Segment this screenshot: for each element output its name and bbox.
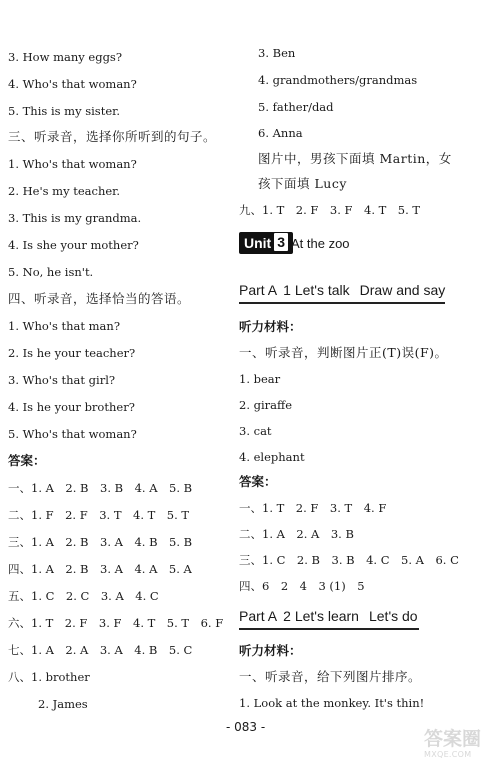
section-heading: 三、听录音，选择你所听到的句子。 [8, 129, 217, 144]
question-line: 5. No, he isn't. [8, 265, 94, 279]
answer-line: 七、1. A 2. A 3. A 4. B 5. C [8, 643, 193, 657]
part-heading [239, 280, 445, 304]
question-line: 5. This is my sister. [8, 104, 121, 118]
question-line: 1. bear [239, 372, 281, 386]
page-number: - 083 - [226, 720, 266, 734]
question-line: 3. This is my grandma. [8, 211, 142, 225]
question-line: 3. cat [239, 424, 272, 438]
part-subtitle: Let's do [368, 608, 418, 624]
answer-line: 一、1. A 2. B 3. B 4. A 5. B [8, 481, 193, 495]
part-title: 1 Let's talk [283, 282, 350, 298]
listening-label: 听力材料： [239, 643, 302, 658]
answer-line: 5. father/dad [258, 100, 334, 114]
question-line: 2. giraffe [239, 398, 292, 412]
answer-line: 一、1. T 2. F 3. T 4. F [239, 501, 387, 515]
part-title: 2 Let's learn [283, 608, 359, 624]
answer-line: 三、1. A 2. B 3. A 4. B 5. B [8, 535, 193, 549]
answer-line: 三、1. C 2. B 3. B 4. C 5. A 6. C [239, 553, 459, 567]
question-line: 4. Is she your mother? [8, 238, 139, 252]
watermark-url: MXQE.COM [424, 750, 472, 759]
answer-line: 四、1. A 2. B 3. A 4. A 5. A [8, 562, 192, 576]
section-heading: 四、听录音，选择恰当的答语。 [8, 291, 191, 306]
unit-number: 3 [274, 233, 288, 251]
question-line: 3. How many eggs? [8, 50, 122, 64]
part-subtitle: Draw and say [359, 282, 446, 298]
note-line: 图片中，男孩下面填 Martin，女 [258, 151, 452, 166]
answer-line: 四、6 2 4 3 (1) 5 [239, 579, 365, 593]
unit-title: At the zoo [291, 236, 350, 251]
section-heading: 一、听录音，判断图片正(T)误(F)。 [239, 345, 448, 360]
question-line: 1. Who's that man? [8, 319, 120, 333]
answer-line: 二、1. A 2. A 3. B [239, 527, 354, 541]
section-heading: 一、听录音，给下列图片排序。 [239, 669, 422, 684]
part-heading [239, 606, 419, 630]
question-line: 4. elephant [239, 450, 305, 464]
watermark-text: 答案圈 [424, 728, 482, 750]
answer-line: 二、1. F 2. F 3. T 4. T 5. T [8, 508, 190, 522]
question-line: 1. Who's that woman? [8, 157, 137, 171]
answer-line: 五、1. C 2. C 3. A 4. C [8, 589, 159, 603]
question-line: 1. Look at the monkey. It's thin! [239, 696, 425, 710]
answers-label: 答案： [8, 453, 46, 468]
note-line: 孩下面填 Lucy [258, 176, 347, 191]
question-line: 2. He's my teacher. [8, 184, 121, 198]
answer-line: 4. grandmothers/grandmas [258, 73, 418, 87]
unit-word: Unit [244, 235, 272, 251]
question-line: 2. Is he your teacher? [8, 346, 136, 360]
part-tag: Part A [239, 282, 278, 298]
answer-line: 6. Anna [258, 126, 303, 140]
part-tag: Part A [239, 608, 278, 624]
answer-line: 2. James [38, 697, 88, 711]
question-line: 4. Who's that woman? [8, 77, 137, 91]
answer-line: 八、1. brother [8, 670, 90, 684]
answer-line: 六、1. T 2. F 3. F 4. T 5. T 6. F [8, 616, 224, 630]
answer-line: 3. Ben [258, 46, 296, 60]
question-line: 4. Is he your brother? [8, 400, 135, 414]
watermark-logo [424, 728, 496, 760]
answer-line: 九、1. T 2. F 3. F 4. T 5. T [239, 203, 421, 217]
listening-label: 听力材料： [239, 319, 302, 334]
question-line: 5. Who's that woman? [8, 427, 137, 441]
question-line: 3. Who's that girl? [8, 373, 116, 387]
answers-label: 答案： [239, 474, 277, 489]
unit-badge [239, 232, 293, 254]
